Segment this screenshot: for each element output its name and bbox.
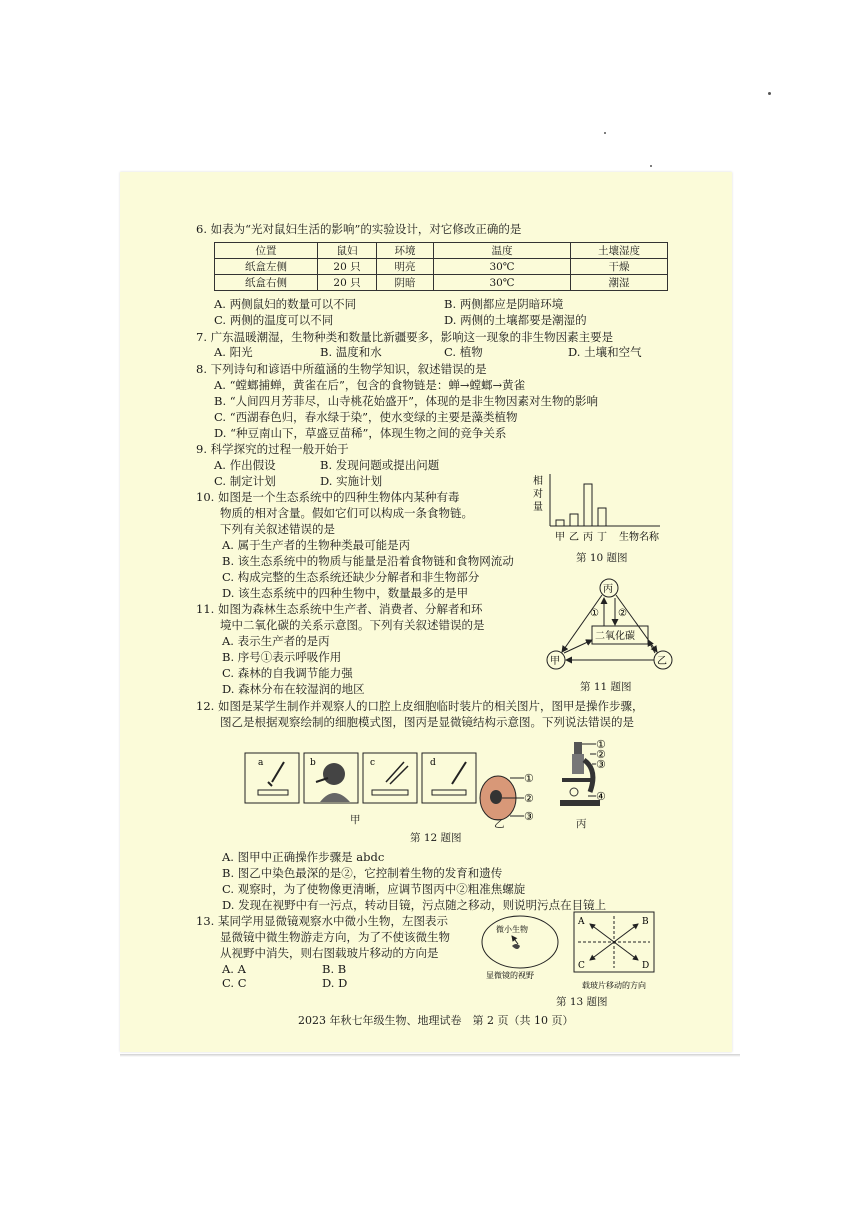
cell-mark: ② [524,792,534,805]
q11-cycle-diagram [538,574,698,684]
microbe-label: 微小生物 [496,925,528,934]
slide-direction-caption: 载玻片移动的方向 [582,981,646,990]
q6-table [214,242,668,291]
q6-option-b: B. 两侧都应是阴暗环境 [444,297,564,311]
dropper-icon [268,762,284,786]
step-label: a [258,758,264,768]
arrow-d [614,942,638,960]
panel-label-yi: 乙 [494,818,505,830]
dir-d-label: D [642,961,650,971]
arm [584,760,593,792]
page-footer: 2023 年秋七年级生物、地理试卷 第 2 页（共 10 页） [298,1014,574,1027]
bar-丁 [598,508,606,526]
scan-speck [768,92,771,95]
category-label: 丁 [597,532,607,543]
tweezers-icon [386,762,408,784]
q13-option-c: C. C [222,976,247,990]
table-row [215,259,668,275]
step-label: b [310,758,316,768]
q13-option-d: D. D [322,976,348,990]
q8-stem: 8. 下列诗句和谚语中所蕴涵的生物学知识，叙述错误的是 [196,362,487,376]
table-cell: 纸盒右侧 [215,275,318,291]
q11-stem: 11. 如图为森林生态系统中生产者、消费者、分解者和环 [196,602,483,616]
table-header-cell: 土壤湿度 [571,243,668,259]
q10-bar-chart [528,470,668,543]
arrow-c [590,942,614,960]
arrow-b [614,924,638,942]
y-axis-label: 量 [533,502,543,513]
table-cell: 纸盒左侧 [215,259,318,275]
scan-speck [650,165,652,167]
q12-option-d: D. 发现在视野中有一污点，转动目镜，污点随之移动，则说明污点在目镜上 [222,898,607,912]
q7-option-d: D. 土壤和空气 [568,345,642,359]
tube [572,754,584,774]
q13-stem: 显微镜中微生物游走方向，为了不使该微生物 [220,930,450,944]
q13-stem: 从视野中消失，则右图载玻片移动的方向是 [220,946,439,960]
q12-option-b: B. 图乙中染色最深的是②，它控制着生物的发育和遗传 [222,866,503,880]
q12-option-a: A. 图甲中正确操作步骤是 abdc [222,850,385,864]
cell-mark: ③ [524,810,534,823]
category-label: 丙 [583,532,593,543]
dir-a-label: A [578,917,585,927]
q13-figure [478,912,668,992]
category-label: 甲 [555,532,565,543]
q10-option-b: B. 该生态系统中的物质与能量是沿着食物链和食物网流动 [222,554,514,568]
q11-option-c: C. 森林的自我调节能力强 [222,666,353,680]
q9-stem: 9. 科学探究的过程一般开始于 [196,442,349,456]
q13-figure-caption: 第 13 题图 [556,996,608,1008]
q9-option-c: C. 制定计划 [214,474,276,488]
q12-stem: 12. 如图是某学生制作并观察人的口腔上皮细胞临时装片的相关图片，图甲是操作步骤， [196,699,644,713]
category-label: 乙 [569,532,579,543]
table-header-cell: 位置 [215,243,318,259]
base [560,800,600,806]
scope-mark: ① [596,738,606,751]
table-cell: 潮湿 [571,275,668,291]
table-cell: 明亮 [377,259,434,275]
q6-option-c: C. 两侧的温度可以不同 [214,313,334,327]
table-cell: 20 只 [318,259,377,275]
q10-figure-caption: 第 10 题图 [576,552,628,564]
panel-label-jia: 甲 [350,814,361,826]
q7-option-a: A. 阳光 [214,345,253,359]
q9-option-b: B. 发现问题或提出问题 [320,458,440,472]
table-row [215,275,668,291]
q13-option-b: B. B [322,962,347,976]
q6-option-d: D. 两侧的土壤都要是潮湿的 [444,313,587,327]
table-header-row [215,243,668,259]
q7-stem: 7. 广东温暖潮湿，生物种类和数量比新疆要多，影响这一现象的非生物因素主要是 [196,330,614,344]
q8-option-b: B. “人间四月芳菲尽，山寺桃花始盛开”，体现的是非生物因素对生物的影响 [214,394,599,408]
bar-丙 [584,484,592,526]
q10-stem: 下列有关叙述错误的是 [220,522,335,536]
dir-b-label: B [642,917,649,927]
q7-option-c: C. 植物 [444,345,483,359]
q12-figure-caption: 第 12 题图 [410,832,462,844]
arrow [616,595,657,652]
q12-option-c: C. 观察时，为了使物像更清晰，应调节图丙中②粗准焦螺旋 [222,882,526,896]
arrow-a [590,924,614,942]
table-cell: 20 只 [318,275,377,291]
table-cell: 干燥 [571,259,668,275]
q8-option-a: A. “螳螂捕蝉，黄雀在后”，包含的食物链是：蝉→螳螂→黄雀 [214,378,526,392]
table-cell: 30℃ [434,259,571,275]
q13-option-a: A. A [222,962,246,976]
table-header-cell: 环境 [377,243,434,259]
microscope-view [482,916,558,968]
bar-乙 [570,514,578,526]
microbe-arrow [512,936,518,944]
q10-option-d: D. 该生态系统中的四种生物中，数量最多的是甲 [222,586,469,600]
arrow [564,640,592,653]
q12-steps-figure [244,752,484,807]
arrow [648,640,655,653]
q11-figure-caption: 第 11 题图 [580,681,632,693]
step-label: c [370,758,376,768]
mirror [570,788,578,796]
arrow-2-label: ② [618,608,627,619]
co2-label: 二氧化碳 [595,631,635,642]
scope-mark: ② [596,748,606,761]
dropper-icon [452,762,466,784]
cell-nucleus [490,790,502,804]
q11-option-b: B. 序号①表示呼吸作用 [222,650,342,664]
eyepiece [574,742,582,754]
scan-speck [604,132,606,134]
x-axis-label: 生物名称 [619,532,659,543]
q6-stem: 6. 如表为“光对鼠妇生活的影响”的实验设计，对它修改正确的是 [196,222,522,236]
q8-option-c: C. “西湖春色归，春水绿于染”，使水变绿的主要是藻类植物 [214,410,518,424]
microscope-view-caption: 显微镜的视野 [486,971,534,980]
node-jia-label: 甲 [550,656,560,667]
q13-stem: 13. 某同学用显微镜观察水中微小生物，左图表示 [196,914,448,928]
arrow [562,595,602,652]
table-cell: 30℃ [434,275,571,291]
y-axis-label: 对 [533,489,543,500]
table-header-cell: 温度 [434,243,571,259]
node-bing-label: 丙 [603,584,613,595]
page-edge-shadow [120,1054,740,1057]
y-axis-label: 相 [533,476,543,487]
q11-option-d: D. 森林分布在较湿润的地区 [222,682,365,696]
q11-option-a: A. 表示生产者的是丙 [222,634,330,648]
q10-option-c: C. 构成完整的生态系统还缺少分解者和非生物部分 [222,570,480,584]
cell-mark: ① [524,772,534,785]
q12-stem: 图乙是根据观察绘制的细胞模式图，图丙是显微镜结构示意图。下列说法错误的是 [220,715,634,729]
q9-option-d: D. 实施计划 [320,474,383,488]
q7-option-b: B. 温度和水 [320,345,382,359]
q11-stem: 境中二氧化碳的关系示意图。下列有关叙述错误的是 [220,618,485,632]
node-yi-label: 乙 [657,656,667,667]
slide-icon [258,790,288,795]
q10-stem: 10. 如图是一个生态系统中的四种生物体内某种有毒 [196,490,460,504]
head-icon [323,763,345,785]
q10-stem: 物质的相对含量。假如它们可以构成一条食物链。 [220,506,473,520]
scope-mark: ③ [596,758,606,771]
bar-甲 [556,520,564,526]
dir-c-label: C [578,961,585,971]
body-icon [320,793,350,802]
stage [562,778,592,782]
panel-label-bing: 丙 [576,818,587,830]
q12-microscope-figure [554,740,624,810]
q10-option-a: A. 属于生产者的生物种类最可能是丙 [222,538,411,552]
q8-option-d: D. “种豆南山下，草盛豆苗稀”，体现生物之间的竞争关系 [214,426,507,440]
q9-option-a: A. 作出假设 [214,458,276,472]
q12-cell-figure [476,772,536,832]
arrow-1-label: ① [590,608,599,619]
microbe-icon [512,944,520,949]
step-label: d [430,758,436,768]
scope-mark: ④ [596,790,606,803]
slide-icon [432,790,466,795]
slide-icon [372,790,408,795]
table-header-cell: 鼠妇 [318,243,377,259]
q6-option-a: A. 两侧鼠妇的数量可以不同 [214,297,357,311]
table-cell: 阴暗 [377,275,434,291]
